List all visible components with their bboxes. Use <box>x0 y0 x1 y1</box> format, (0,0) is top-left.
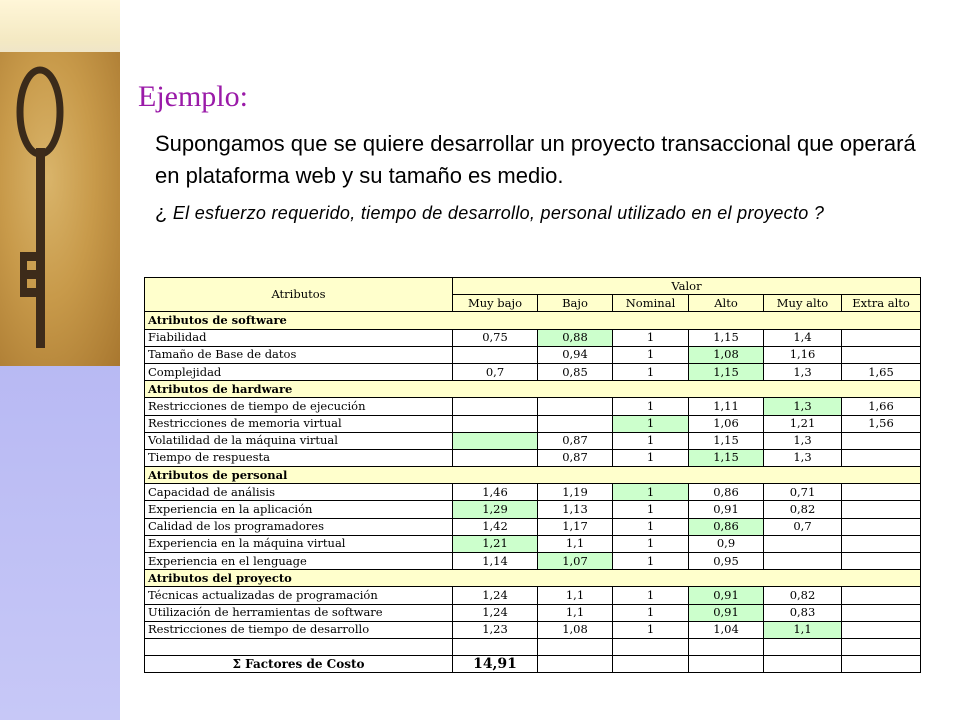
total-label: Σ Factores de Costo <box>145 656 453 673</box>
table-row <box>145 415 921 432</box>
empty-cell <box>842 638 921 655</box>
row-label: Restricciones de tiempo de ejecución <box>145 398 453 415</box>
value-cell: 0,71 <box>764 484 842 501</box>
selected-value-cell: 1,21 <box>453 535 538 552</box>
value-cell <box>842 587 921 604</box>
value-cell: 1 <box>613 329 689 346</box>
cost-factors-table-container <box>144 277 920 689</box>
value-cell: 1 <box>613 398 689 415</box>
table-row <box>145 535 921 552</box>
value-cell: 1,21 <box>764 415 842 432</box>
selected-value-cell: 1,1 <box>764 621 842 638</box>
value-cell: 1 <box>613 501 689 518</box>
row-label: Experiencia en la máquina virtual <box>145 535 453 552</box>
value-cell: 1,65 <box>842 363 921 380</box>
value-cell: 1,11 <box>689 398 764 415</box>
section-title: Atributos del proyecto <box>145 570 921 587</box>
section-title: Atributos de software <box>145 312 921 329</box>
cost-factors-table <box>144 277 921 673</box>
empty-cell <box>538 638 613 655</box>
value-cell: 1,13 <box>538 501 613 518</box>
value-cell: 1,66 <box>842 398 921 415</box>
value-cell <box>453 449 538 466</box>
row-label: Fiabilidad <box>145 329 453 346</box>
value-cell <box>842 329 921 346</box>
row-label: Tiempo de respuesta <box>145 449 453 466</box>
question-text <box>155 198 900 229</box>
column-header: Muy bajo <box>453 295 538 312</box>
section-row <box>145 312 921 329</box>
row-label: Tamaño de Base de datos <box>145 346 453 363</box>
value-header: Valor <box>453 278 921 295</box>
selected-value-cell: 1,29 <box>453 501 538 518</box>
table-row <box>145 518 921 535</box>
value-cell: 1 <box>613 432 689 449</box>
table-row <box>145 329 921 346</box>
value-cell: 0,95 <box>689 553 764 570</box>
selected-value-cell: 1 <box>613 415 689 432</box>
row-label: Capacidad de análisis <box>145 484 453 501</box>
selected-value-cell: 1,07 <box>538 553 613 570</box>
row-label: Restricciones de tiempo de desarrollo <box>145 621 453 638</box>
value-cell <box>764 535 842 552</box>
empty-cell <box>764 656 842 673</box>
selected-value-cell: 0,91 <box>689 587 764 604</box>
selected-value-cell: 1,15 <box>689 449 764 466</box>
value-cell: 0,83 <box>764 604 842 621</box>
column-header: Alto <box>689 295 764 312</box>
section-title: Atributos de personal <box>145 467 921 484</box>
value-cell <box>538 398 613 415</box>
total-row <box>145 656 921 673</box>
value-cell <box>538 415 613 432</box>
table-row <box>145 587 921 604</box>
value-cell: 0,82 <box>764 587 842 604</box>
value-cell <box>842 484 921 501</box>
empty-cell <box>145 638 453 655</box>
empty-cell <box>689 638 764 655</box>
question-mark: ¿ <box>155 202 168 224</box>
attributes-header: Atributos <box>145 278 453 312</box>
selected-value-cell: 1,08 <box>689 346 764 363</box>
value-cell: 1,1 <box>538 604 613 621</box>
column-header: Nominal <box>613 295 689 312</box>
selected-value-cell: 0,88 <box>538 329 613 346</box>
selected-value-cell: 1 <box>613 484 689 501</box>
value-cell: 0,75 <box>453 329 538 346</box>
value-cell <box>764 553 842 570</box>
column-header: Extra alto <box>842 295 921 312</box>
value-cell: 1 <box>613 587 689 604</box>
empty-cell <box>689 656 764 673</box>
empty-row <box>145 638 921 655</box>
value-cell: 1 <box>613 535 689 552</box>
value-cell: 1,24 <box>453 604 538 621</box>
selected-value-cell: 0,91 <box>689 604 764 621</box>
value-cell: 1 <box>613 518 689 535</box>
table-row <box>145 553 921 570</box>
section-title: Atributos de hardware <box>145 381 921 398</box>
value-cell <box>453 398 538 415</box>
value-cell: 1 <box>613 621 689 638</box>
value-cell: 1 <box>613 604 689 621</box>
question-body: El esfuerzo requerido, tiempo de desarrollo, personal utilizado en el proyecto ? <box>172 203 825 223</box>
value-cell: 1 <box>613 553 689 570</box>
value-cell <box>842 432 921 449</box>
row-label: Experiencia en el lenguage <box>145 553 453 570</box>
value-cell: 1,16 <box>764 346 842 363</box>
value-cell: 0,87 <box>538 449 613 466</box>
column-header: Bajo <box>538 295 613 312</box>
row-label: Volatilidad de la máquina virtual <box>145 432 453 449</box>
value-cell: 0,82 <box>764 501 842 518</box>
value-cell: 1 <box>613 363 689 380</box>
table-row <box>145 621 921 638</box>
table-row <box>145 363 921 380</box>
value-cell: 0,9 <box>689 535 764 552</box>
value-cell <box>842 518 921 535</box>
row-label: Restricciones de memoria virtual <box>145 415 453 432</box>
table-row <box>145 604 921 621</box>
value-cell: 0,86 <box>689 484 764 501</box>
value-cell: 1,3 <box>764 449 842 466</box>
total-value: 14,91 <box>453 656 538 673</box>
selected-value-cell: 1,3 <box>764 398 842 415</box>
value-cell: 1,3 <box>764 363 842 380</box>
selected-value-cell: 1,15 <box>689 363 764 380</box>
value-cell: 1,23 <box>453 621 538 638</box>
value-cell: 1,4 <box>764 329 842 346</box>
empty-cell <box>842 656 921 673</box>
table-row <box>145 346 921 363</box>
value-cell: 1,08 <box>538 621 613 638</box>
value-cell: 1,3 <box>764 432 842 449</box>
column-header: Muy alto <box>764 295 842 312</box>
value-cell: 0,85 <box>538 363 613 380</box>
empty-cell <box>613 638 689 655</box>
value-cell: 1,14 <box>453 553 538 570</box>
value-cell: 0,91 <box>689 501 764 518</box>
value-cell <box>453 415 538 432</box>
section-row <box>145 570 921 587</box>
value-cell <box>453 346 538 363</box>
value-cell: 1,15 <box>689 329 764 346</box>
table-header-row <box>145 278 921 295</box>
value-cell <box>842 346 921 363</box>
table-row <box>145 484 921 501</box>
intro-paragraph: Supongamos que se quiere desarrollar un proyecto transaccional que operará en plataforma web y su tamaño es medio. <box>155 131 916 188</box>
value-cell <box>842 604 921 621</box>
row-label: Experiencia en la aplicación <box>145 501 453 518</box>
value-cell: 1,46 <box>453 484 538 501</box>
value-cell: 1,17 <box>538 518 613 535</box>
value-cell <box>842 501 921 518</box>
key-icon <box>0 52 120 366</box>
table-row <box>145 398 921 415</box>
empty-cell <box>453 638 538 655</box>
value-cell: 1,42 <box>453 518 538 535</box>
row-label: Complejidad <box>145 363 453 380</box>
value-cell: 1,1 <box>538 535 613 552</box>
value-cell: 0,94 <box>538 346 613 363</box>
empty-cell <box>538 656 613 673</box>
row-label: Técnicas actualizadas de programación <box>145 587 453 604</box>
value-cell: 0,87 <box>538 432 613 449</box>
empty-cell <box>764 638 842 655</box>
value-cell: 0,7 <box>453 363 538 380</box>
value-cell: 1 <box>613 449 689 466</box>
selected-value-cell: 0,86 <box>689 518 764 535</box>
table-row <box>145 449 921 466</box>
section-row <box>145 381 921 398</box>
value-cell: 1 <box>613 346 689 363</box>
value-cell: 1,24 <box>453 587 538 604</box>
value-cell: 1,19 <box>538 484 613 501</box>
antique-key-image <box>0 52 120 366</box>
value-cell <box>842 553 921 570</box>
section-row <box>145 467 921 484</box>
row-label: Utilización de herramientas de software <box>145 604 453 621</box>
value-cell: 1,15 <box>689 432 764 449</box>
table-row <box>145 432 921 449</box>
value-cell <box>842 535 921 552</box>
empty-cell <box>613 656 689 673</box>
slide-title: Ejemplo: <box>138 80 248 113</box>
table-row <box>145 501 921 518</box>
value-cell: 1,04 <box>689 621 764 638</box>
value-cell: 1,56 <box>842 415 921 432</box>
value-cell <box>842 621 921 638</box>
value-cell: 1,1 <box>538 587 613 604</box>
selected-value-cell <box>453 432 538 449</box>
value-cell: 1,06 <box>689 415 764 432</box>
value-cell: 0,7 <box>764 518 842 535</box>
row-label: Calidad de los programadores <box>145 518 453 535</box>
value-cell <box>842 449 921 466</box>
